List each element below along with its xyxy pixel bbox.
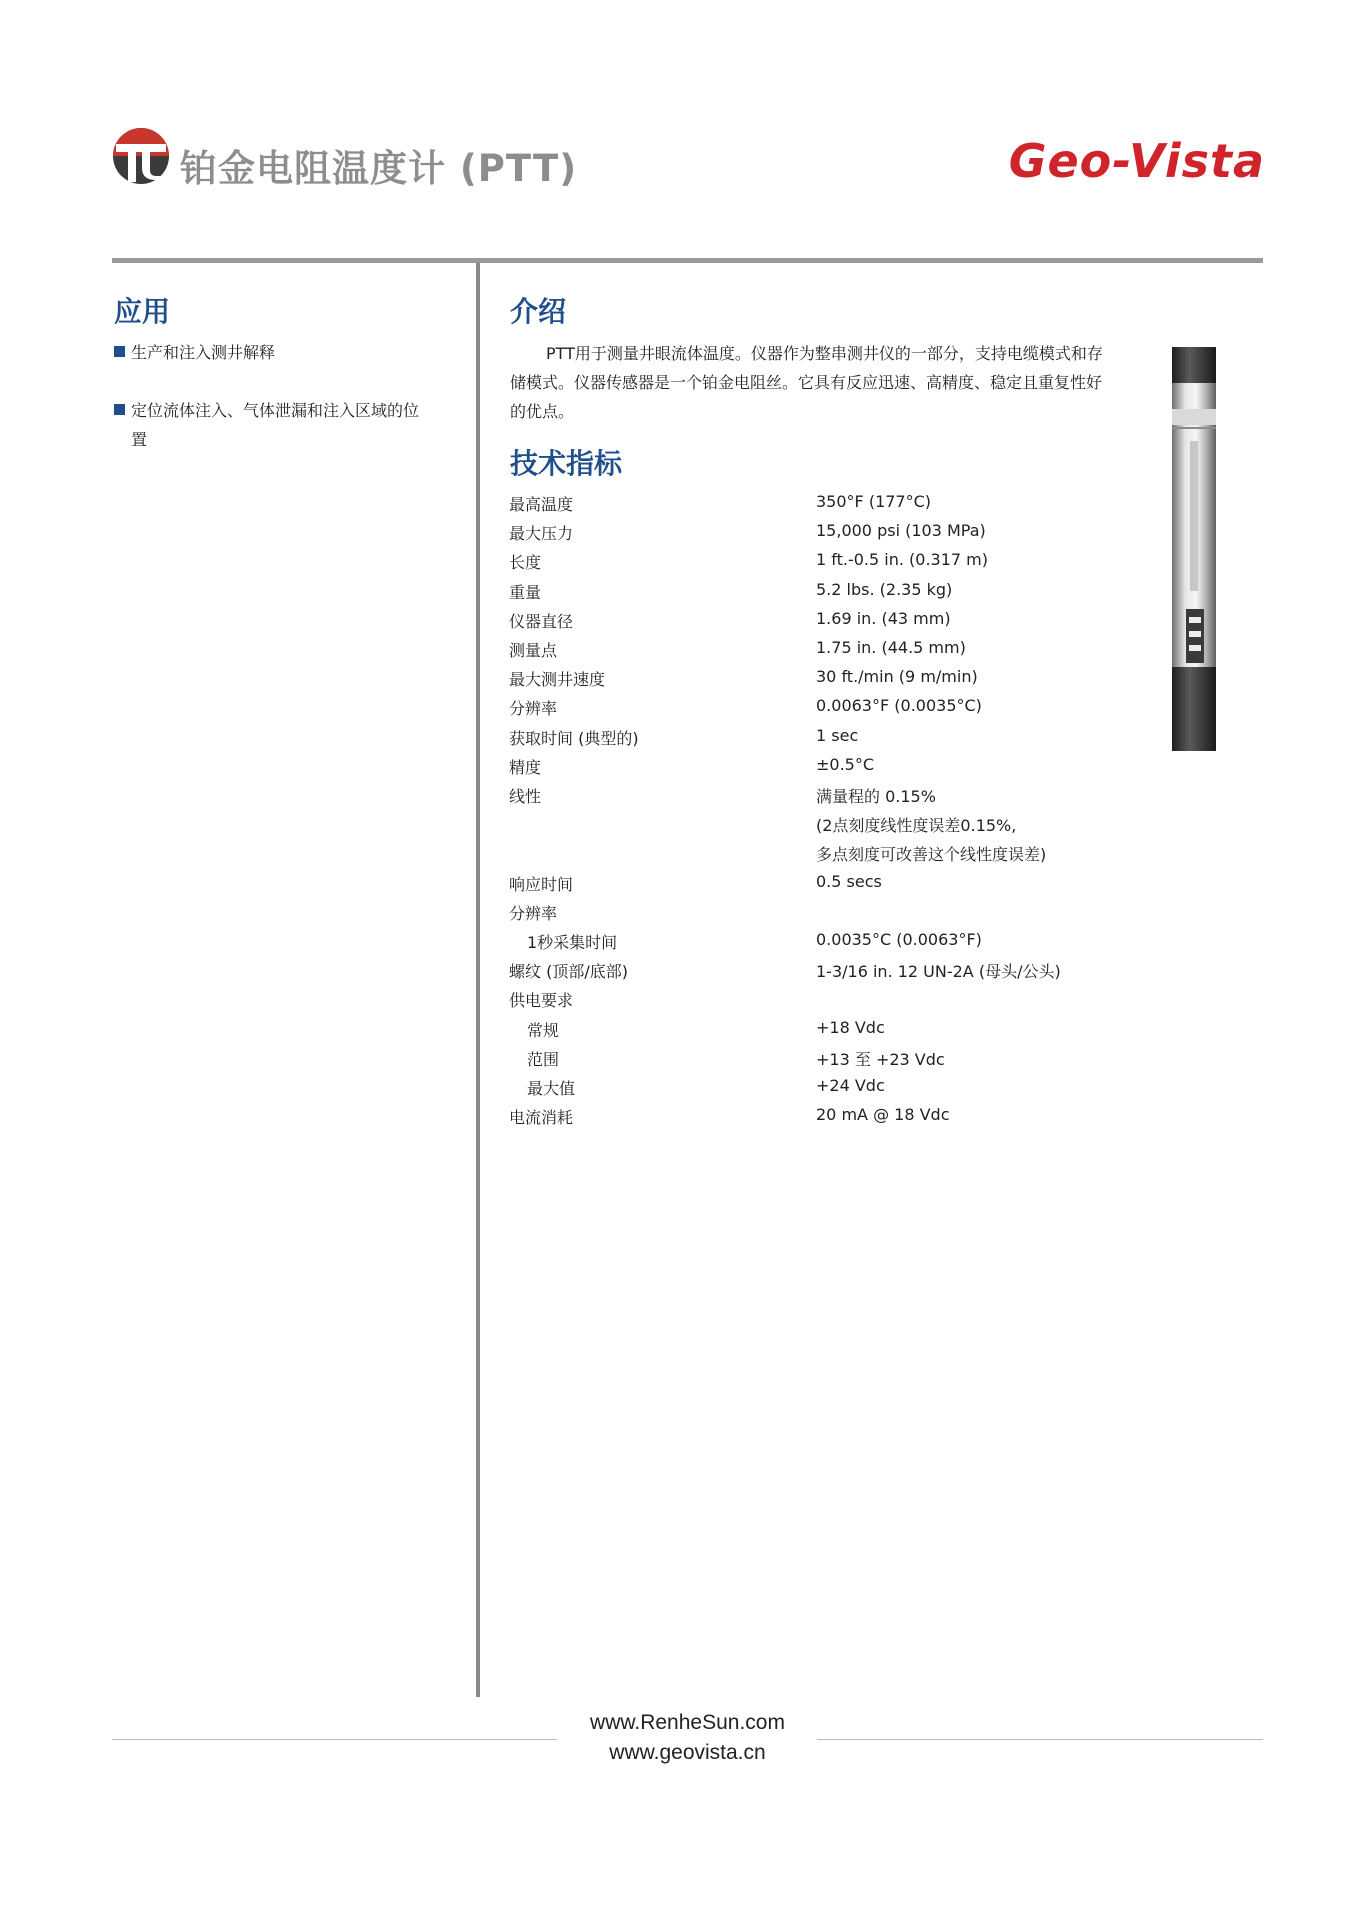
spec-value: 0.0035°C (0.0063°F) <box>816 930 982 949</box>
footer-divider-right <box>817 1739 1263 1740</box>
spec-label: 仪器直径 <box>509 612 574 631</box>
spec-label: 线性 <box>509 787 542 806</box>
square-bullet-icon <box>114 404 125 415</box>
brand-logo-text: Geo-Vista <box>1008 134 1265 188</box>
spec-value: +24 Vdc <box>816 1076 885 1095</box>
spec-value: 满量程的 0.15% <box>816 787 936 806</box>
spec-label: 电流消耗 <box>509 1108 574 1127</box>
spec-label: 分辨率 <box>509 699 558 718</box>
ptt-tool-image <box>1172 347 1216 751</box>
spec-value: 1.69 in. (43 mm) <box>816 609 951 628</box>
spec-label: 供电要求 <box>509 991 574 1010</box>
spec-value: 0.0063°F (0.0035°C) <box>816 696 982 715</box>
spec-label: 1秒采集时间 <box>527 933 618 952</box>
spec-value: 15,000 psi (103 MPa) <box>816 521 986 540</box>
spec-value: 5.2 lbs. (2.35 kg) <box>816 580 953 599</box>
spec-label: 重量 <box>509 583 542 602</box>
spec-label: 响应时间 <box>509 875 574 894</box>
spec-label: 最大值 <box>527 1079 576 1098</box>
spec-label: 最大压力 <box>509 524 574 543</box>
spec-value: +18 Vdc <box>816 1018 885 1037</box>
square-bullet-icon <box>114 346 125 357</box>
spec-value: (2点刻度线性度误差0.15%, <box>816 816 1017 835</box>
spec-label: 分辨率 <box>509 904 558 923</box>
spec-label: 获取时间 (典型的) <box>509 729 639 748</box>
spec-value: 1 sec <box>816 726 859 745</box>
spec-value: 20 mA @ 18 Vdc <box>816 1105 950 1124</box>
spec-value: 0.5 secs <box>816 872 882 891</box>
spec-value: 1 ft.-0.5 in. (0.317 m) <box>816 550 988 569</box>
spec-value: 350°F (177°C) <box>816 492 932 511</box>
footer-url-renhesun[interactable]: www.RenheSun.com <box>590 1711 785 1734</box>
company-logo-icon <box>112 126 170 186</box>
spec-value: 1.75 in. (44.5 mm) <box>816 638 966 657</box>
spec-value: +13 至 +23 Vdc <box>816 1050 945 1069</box>
spec-label: 测量点 <box>509 641 558 660</box>
spec-value: 1-3/16 in. 12 UN-2A (母头/公头) <box>816 962 1061 981</box>
spec-value: 30 ft./min (9 m/min) <box>816 667 978 686</box>
application-item: 生产和注入测井解释 <box>114 338 434 367</box>
spec-value: ±0.5°C <box>816 755 875 774</box>
column-divider <box>476 262 480 1697</box>
application-item: 定位流体注入、气体泄漏和注入区域的位 置 <box>114 396 434 454</box>
spec-label: 最大测井速度 <box>509 670 606 689</box>
spec-label: 长度 <box>509 553 542 572</box>
specs-heading: 技术指标 <box>510 447 623 480</box>
applications-heading: 应用 <box>114 295 171 328</box>
footer-divider-left <box>112 1739 557 1740</box>
footer-url-geovista[interactable]: www.geovista.cn <box>609 1741 766 1764</box>
intro-heading: 介绍 <box>510 295 567 328</box>
spec-label: 精度 <box>509 758 542 777</box>
spec-label: 常规 <box>527 1021 560 1040</box>
header-divider <box>112 258 1263 263</box>
document-title: 铂金电阻温度计 (PTT) <box>180 147 578 190</box>
spec-label: 范围 <box>527 1050 560 1069</box>
spec-label: 螺纹 (顶部/底部) <box>509 962 628 981</box>
spec-label: 最高温度 <box>509 495 574 514</box>
intro-paragraph: PTT用于测量井眼流体温度。仪器作为整串测井仪的一部分，支持电缆模式和存储模式。仪器传感器是一个铂金电阻丝。它具有反应迅速、高精度、稳定且重复性好的优点。 <box>510 344 1103 421</box>
spec-value: 多点刻度可改善这个线性度误差) <box>816 845 1047 864</box>
